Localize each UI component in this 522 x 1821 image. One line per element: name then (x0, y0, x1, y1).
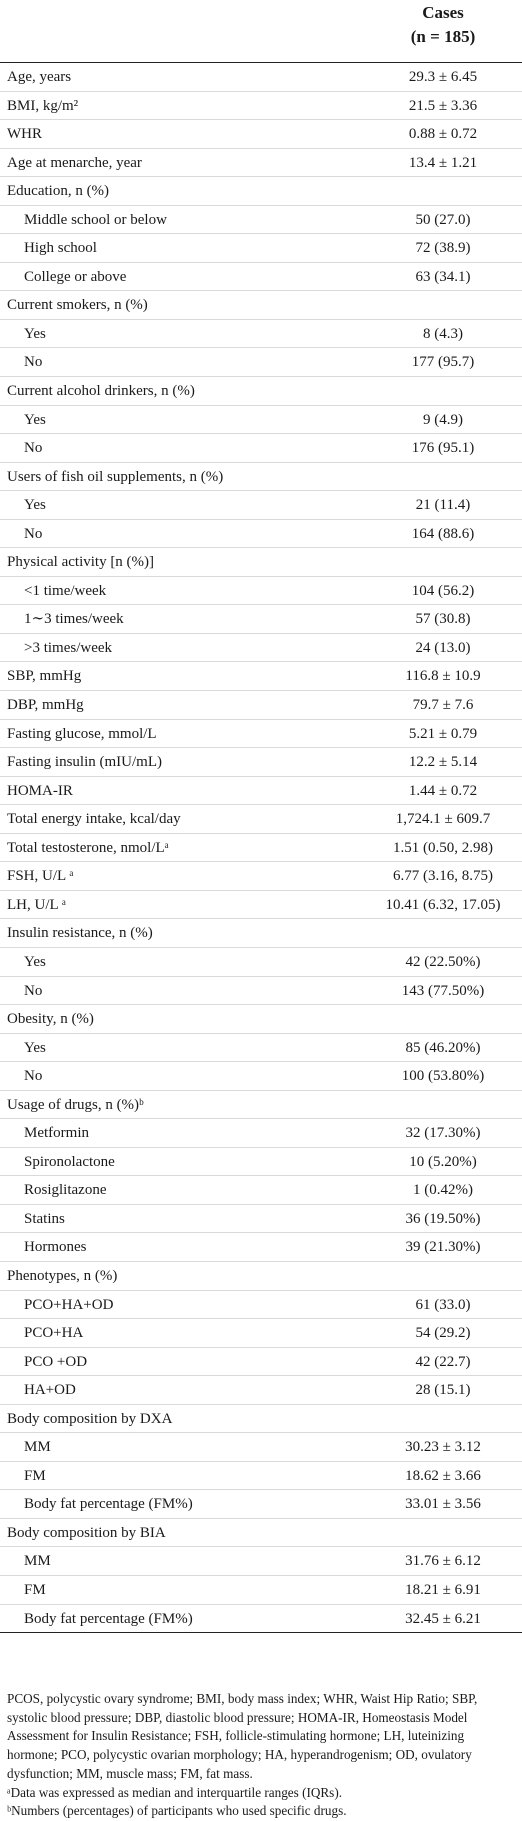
row-label: Yes (24, 325, 46, 342)
table-row (0, 206, 522, 235)
table-row (0, 463, 522, 492)
table-row (0, 577, 522, 606)
table-row (0, 748, 522, 777)
row-value: 100 (53.80%) (401, 1068, 485, 1085)
row-label: No (24, 982, 43, 999)
row-value: 42 (22.50%) (405, 953, 481, 970)
row-label: Age at menarche, year (7, 154, 142, 171)
table-row (0, 605, 522, 634)
table-row (0, 377, 522, 406)
row-label: SBP, mmHg (7, 668, 82, 685)
row-value: 116.8 ± 10.9 (405, 668, 481, 685)
table-row (0, 234, 522, 263)
row-label: HA+OD (24, 1382, 76, 1399)
row-label: Current alcohol drinkers, n (%) (7, 383, 195, 400)
row-value: 1.51 (0.50, 2.98) (393, 839, 493, 856)
row-label: Body composition by DXA (7, 1410, 173, 1427)
row-label: MM (24, 1553, 51, 1570)
row-value: 9 (4.9) (423, 411, 463, 428)
row-label: Current smokers, n (%) (7, 297, 148, 314)
table-row (0, 1547, 522, 1576)
table-row (0, 1319, 522, 1348)
table-row (0, 149, 522, 178)
row-value: 176 (95.1) (411, 440, 475, 457)
row-label: No (24, 354, 43, 371)
table-row (0, 263, 522, 292)
row-label: PCO+HA (24, 1325, 84, 1342)
table-body (0, 63, 522, 1633)
row-label: Body composition by BIA (7, 1524, 166, 1541)
row-value: 1.44 ± 0.72 (408, 782, 478, 799)
row-label: Yes (24, 411, 46, 428)
row-label: <1 time/week (24, 582, 107, 599)
row-value: 50 (27.0) (415, 211, 471, 228)
row-label: PCO +OD (24, 1353, 88, 1370)
row-label: Rosiglitazone (24, 1182, 107, 1199)
row-label: No (24, 440, 43, 457)
row-label: Body fat percentage (FM%) (24, 1610, 193, 1627)
table-row (0, 1119, 522, 1148)
row-value: 10.41 (6.32, 17.05) (385, 896, 501, 913)
table-row (0, 63, 522, 92)
row-label: Hormones (24, 1239, 87, 1256)
table-row (0, 406, 522, 435)
row-label: FSH, U/L ᵃ (7, 868, 74, 885)
row-value: 21 (11.4) (415, 497, 471, 514)
row-label: Spironolactone (24, 1153, 115, 1170)
row-label: College or above (24, 268, 127, 285)
row-label: FM (24, 1581, 46, 1598)
row-label: No (24, 525, 43, 542)
row-value: 1,724.1 ± 609.7 (395, 811, 491, 828)
table-row (0, 919, 522, 948)
row-value: 61 (33.0) (415, 1296, 471, 1313)
row-value: 33.01 ± 3.56 (405, 1496, 481, 1513)
table-row (0, 320, 522, 349)
row-value: 21.5 ± 3.36 (408, 97, 478, 114)
row-value: 0.88 ± 0.72 (408, 126, 478, 143)
row-label: PCO+HA+OD (24, 1296, 114, 1313)
table-row (0, 1291, 522, 1320)
row-value: 18.62 ± 3.66 (405, 1467, 481, 1484)
row-value: 104 (56.2) (411, 582, 475, 599)
table-row (0, 291, 522, 320)
row-label: Total testosterone, nmol/Lᵃ (7, 839, 169, 856)
table-row (0, 1176, 522, 1205)
row-value: 72 (38.9) (415, 240, 471, 257)
row-label: Physical activity [n (%)] (7, 554, 155, 571)
row-value: 79.7 ± 7.6 (412, 697, 474, 714)
table-row (0, 548, 522, 577)
row-label: Obesity, n (%) (7, 1011, 94, 1028)
row-label: DBP, mmHg (7, 697, 84, 714)
row-label: Middle school or below (24, 211, 167, 228)
footnote-b: ᵇNumbers (percentages) of participants who used specific drugs. (7, 1803, 347, 1819)
table-row (0, 1091, 522, 1120)
table-row (0, 834, 522, 863)
row-value: 164 (88.6) (411, 525, 475, 542)
row-label: FM (24, 1467, 46, 1484)
table-row (0, 177, 522, 206)
cases-column-header (378, 1, 508, 49)
row-label: High school (24, 240, 97, 257)
table-row (0, 777, 522, 806)
table-row (0, 805, 522, 834)
table-row (0, 120, 522, 149)
row-value: 24 (13.0) (415, 639, 471, 656)
row-label: >3 times/week (24, 639, 113, 656)
cases-n: (n = 185) (410, 27, 476, 46)
row-value: 42 (22.7) (415, 1353, 471, 1370)
row-value: 143 (77.50%) (401, 982, 485, 999)
table-row (0, 1605, 522, 1634)
table-footnotes (7, 1690, 512, 1821)
row-value: 12.2 ± 5.14 (408, 754, 478, 771)
row-label: Usage of drugs, n (%)ᵇ (7, 1096, 144, 1113)
table-row (0, 1433, 522, 1462)
row-value: 39 (21.30%) (405, 1239, 481, 1256)
table-row (0, 1233, 522, 1262)
footnote-a: ᵃData was expressed as median and interquartile ranges (IQRs). (7, 1784, 343, 1800)
table-row (0, 662, 522, 691)
row-label: Users of fish oil supplements, n (%) (7, 468, 224, 485)
row-value: 32.45 ± 6.21 (405, 1610, 481, 1627)
row-value: 30.23 ± 3.12 (405, 1439, 481, 1456)
row-label: WHR (7, 126, 42, 143)
table-row (0, 1148, 522, 1177)
table-row (0, 977, 522, 1006)
table-row (0, 1405, 522, 1434)
row-label: Yes (24, 953, 46, 970)
row-label: BMI, kg/m² (7, 97, 79, 114)
cases-title: Cases (422, 3, 464, 22)
table-row (0, 634, 522, 663)
table-row (0, 720, 522, 749)
row-value: 29.3 ± 6.45 (408, 69, 478, 85)
row-label: Body fat percentage (FM%) (24, 1496, 193, 1513)
row-value: 57 (30.8) (415, 611, 471, 628)
table-row (0, 862, 522, 891)
table-row (0, 1062, 522, 1091)
table-row (0, 1348, 522, 1377)
row-value: 10 (5.20%) (409, 1153, 477, 1170)
table-row (0, 434, 522, 463)
table-row (0, 1205, 522, 1234)
table-header (0, 0, 522, 63)
row-value: 32 (17.30%) (405, 1125, 481, 1142)
row-label: Yes (24, 1039, 46, 1056)
row-value: 18.21 ± 6.91 (405, 1581, 481, 1598)
table-row (0, 1576, 522, 1605)
row-label: Statins (24, 1210, 65, 1227)
row-label: No (24, 1068, 43, 1085)
row-label: Fasting insulin (mIU/mL) (7, 754, 162, 771)
table-row (0, 891, 522, 920)
row-value: 177 (95.7) (411, 354, 475, 371)
row-value: 63 (34.1) (415, 268, 471, 285)
table-row (0, 1005, 522, 1034)
table-row (0, 491, 522, 520)
table-row (0, 1519, 522, 1548)
row-label: 1∼3 times/week (24, 611, 124, 628)
row-value: 13.4 ± 1.21 (408, 154, 478, 171)
row-label: Age, years (7, 69, 72, 85)
row-value: 6.77 (3.16, 8.75) (393, 868, 493, 885)
row-value: 54 (29.2) (415, 1325, 471, 1342)
row-value: 28 (15.1) (415, 1382, 471, 1399)
table-row (0, 1376, 522, 1405)
abbreviations-note: PCOS, polycystic ovary syndrome; BMI, body mass index; WHR, Waist Hip Ratio; SBP, systolic blood pressure; DBP, diastolic blood pressure; HOMA-IR, Homeostasis Model Assessment for Insulin Resistance; FSH, follicle-stimulating hormone; LH, luteinizing hormone; PCO, polycystic ovarian morphology; HA, hyperandrogenism; OD, ovulatory dysfunction; MM, muscle mass; FM, fat mass. (7, 1691, 478, 1781)
table-row (0, 520, 522, 549)
row-value: 31.76 ± 6.12 (405, 1553, 481, 1570)
table-row (0, 1034, 522, 1063)
table-row (0, 948, 522, 977)
row-label: Total energy intake, kcal/day (7, 811, 181, 828)
row-label: Fasting glucose, mmol/L (7, 725, 157, 742)
table-row (0, 1262, 522, 1291)
row-value: 5.21 ± 0.79 (408, 725, 478, 742)
row-label: Yes (24, 497, 46, 514)
row-value: 1 (0.42%) (413, 1182, 473, 1199)
row-label: LH, U/L ᵃ (7, 896, 66, 913)
row-value: 36 (19.50%) (405, 1210, 481, 1227)
table-row (0, 348, 522, 377)
row-label: MM (24, 1439, 51, 1456)
row-value: 85 (46.20%) (405, 1039, 481, 1056)
table-row (0, 92, 522, 121)
row-label: Education, n (%) (7, 183, 110, 200)
table-row (0, 1462, 522, 1491)
row-value: 8 (4.3) (423, 325, 463, 342)
row-label: Phenotypes, n (%) (7, 1267, 118, 1284)
table-row (0, 691, 522, 720)
row-label: HOMA-IR (7, 782, 73, 799)
row-label: Insulin resistance, n (%) (7, 925, 153, 942)
table-row (0, 1490, 522, 1519)
row-label: Metformin (24, 1125, 89, 1142)
